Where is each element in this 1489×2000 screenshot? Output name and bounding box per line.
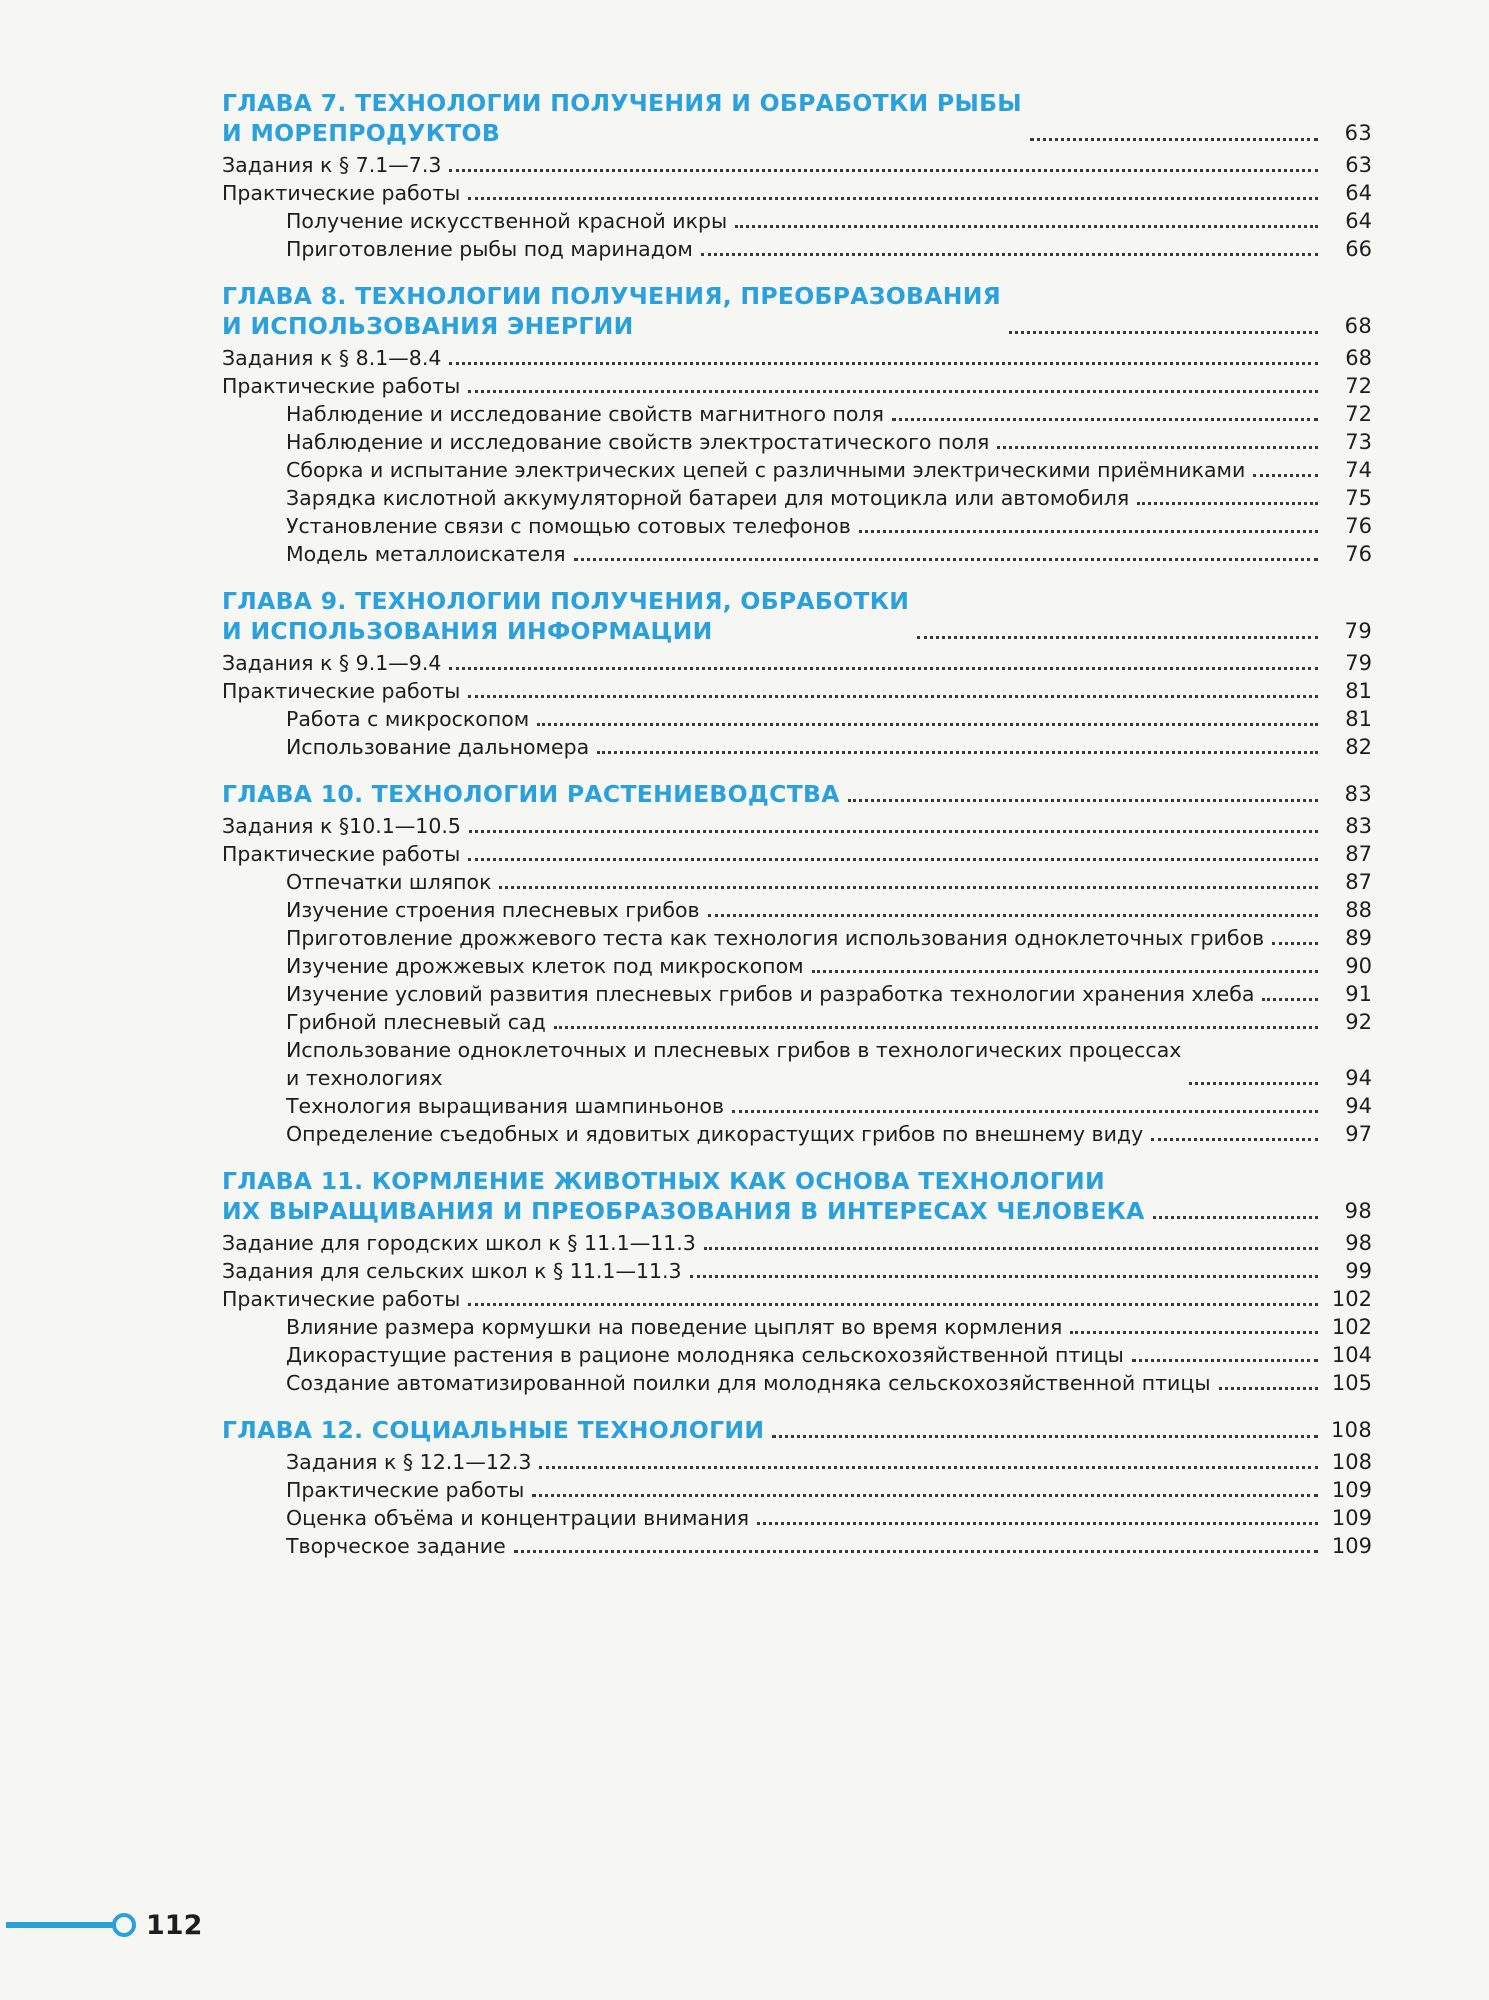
toc-entry-label: Получение искусственной красной икры [286, 209, 728, 233]
toc-entry-page-number: 102 [1331, 1315, 1372, 1339]
chapter-page-number: 63 [1344, 121, 1372, 145]
toc-entry-label: Практические работы [222, 679, 461, 703]
toc-entry [222, 372, 1372, 400]
dot-leader [1132, 1359, 1318, 1362]
toc-entry [222, 1448, 1372, 1476]
toc-entry [222, 512, 1372, 540]
toc-entry [222, 1008, 1372, 1036]
chapter-section [222, 88, 1372, 263]
toc-entry [222, 179, 1372, 207]
chapter-heading [222, 779, 1372, 809]
page-number: 112 [146, 1909, 203, 1941]
toc-entry [222, 1285, 1372, 1313]
toc-entry-label: Задания к § 8.1—8.4 [222, 346, 442, 370]
toc-entry-label: Изучение строения плесневых грибов [286, 898, 700, 922]
toc-entry-page-number: 66 [1345, 237, 1372, 261]
toc-entry-page-number: 81 [1345, 679, 1372, 703]
dot-leader [468, 695, 1318, 698]
chapter-page-number: 79 [1344, 619, 1372, 643]
dot-leader [514, 1550, 1318, 1553]
chapter-heading [222, 1415, 1372, 1445]
chapter-page-number: 68 [1344, 314, 1372, 338]
toc-entry-page-number: 109 [1331, 1534, 1372, 1558]
dot-leader [1189, 1082, 1318, 1085]
toc-entry-label: Определение съедобных и ядовитых дикорастущих грибов по внешнему виду [286, 1122, 1144, 1146]
toc-entry-label: Грибной плесневый сад [286, 1010, 546, 1034]
chapter-title-line: ГЛАВА 11. КОРМЛЕНИЕ ЖИВОТНЫХ КАК ОСНОВА ТЕХНОЛОГИИ [222, 1167, 1105, 1195]
chapter-title-line: ИХ ВЫРАЩИВАНИЯ И ПРЕОБРАЗОВАНИЯ В ИНТЕРЕСАХ ЧЕЛОВЕКА [222, 1197, 1145, 1225]
dot-leader [1030, 138, 1318, 141]
table-of-contents [222, 88, 1372, 1578]
toc-entry-label: Практические работы [222, 181, 461, 205]
toc-entry [222, 1036, 1372, 1092]
toc-entry-label: Работа с микроскопом [286, 707, 530, 731]
toc-entry-label: Наблюдение и исследование свойств магнитного поля [286, 402, 884, 426]
toc-entry-label: Задания к § 7.1—7.3 [222, 153, 442, 177]
toc-entry [222, 1120, 1372, 1148]
toc-entry-page-number: 82 [1345, 735, 1372, 759]
toc-entry-label: Использование дальномера [286, 735, 590, 759]
dot-leader [1009, 331, 1318, 334]
toc-entry-label: Использование одноклеточных и плесневых грибов в технологических процессах [286, 1038, 1182, 1062]
chapter-heading [222, 1166, 1372, 1226]
toc-entry-page-number: 94 [1345, 1094, 1372, 1118]
dot-leader [449, 169, 1318, 172]
toc-entry [222, 649, 1372, 677]
footer-circle-icon [112, 1913, 136, 1937]
toc-entry-page-number: 89 [1345, 926, 1372, 950]
toc-entry-page-number: 63 [1345, 153, 1372, 177]
dot-leader [704, 1247, 1318, 1250]
toc-entry-page-number: 105 [1331, 1371, 1372, 1395]
dot-leader [917, 636, 1318, 639]
dot-leader [537, 723, 1318, 726]
dot-leader [554, 1026, 1318, 1029]
toc-entry-page-number: 87 [1345, 870, 1372, 894]
dot-leader [701, 253, 1318, 256]
toc-entry-label: Практические работы [222, 842, 461, 866]
toc-entry-label: Влияние размера кормушки на поведение цыплят во время кормления [286, 1315, 1063, 1339]
toc-entry-page-number: 109 [1331, 1478, 1372, 1502]
dot-leader [1219, 1387, 1318, 1390]
dot-leader [469, 830, 1318, 833]
chapter-page-number: 108 [1331, 1418, 1372, 1442]
dot-leader [757, 1522, 1318, 1525]
chapter-page-number: 83 [1344, 782, 1372, 806]
toc-entry [222, 484, 1372, 512]
dot-leader [892, 418, 1318, 421]
dot-leader [1070, 1331, 1318, 1334]
toc-entry-page-number: 88 [1345, 898, 1372, 922]
toc-entry-page-number: 94 [1345, 1066, 1372, 1090]
chapter-title-line: ГЛАВА 12. СОЦИАЛЬНЫЕ ТЕХНОЛОГИИ [222, 1416, 765, 1444]
dot-leader [1137, 502, 1318, 505]
dot-leader [532, 1494, 1318, 1497]
dot-leader [1262, 998, 1318, 1001]
chapter-heading [222, 586, 1372, 646]
toc-entry-label: Изучение условий развития плесневых грибов и разработка технологии хранения хлеба [286, 982, 1255, 1006]
chapter-title-line: ГЛАВА 10. ТЕХНОЛОГИИ РАСТЕНИЕВОДСТВА [222, 780, 840, 808]
chapter-title-line: ГЛАВА 8. ТЕХНОЛОГИИ ПОЛУЧЕНИЯ, ПРЕОБРАЗОВАНИЯ [222, 282, 1002, 310]
toc-entry-page-number: 90 [1345, 954, 1372, 978]
toc-entry-label: Установление связи с помощью сотовых телефонов [286, 514, 851, 538]
toc-entry [222, 980, 1372, 1008]
toc-entry-label: Дикорастущие растения в рационе молодняка сельскохозяйственной птицы [286, 1343, 1124, 1367]
chapter-heading [222, 88, 1372, 148]
dot-leader [468, 858, 1318, 861]
toc-entry-page-number: 83 [1345, 814, 1372, 838]
toc-entry-label: Задания к § 9.1—9.4 [222, 651, 442, 675]
toc-entry [222, 400, 1372, 428]
chapter-title-line: И МОРЕПРОДУКТОВ [222, 119, 501, 147]
toc-entry-label: Отпечатки шляпок [286, 870, 492, 894]
toc-entry-label: Зарядка кислотной аккумуляторной батареи для мотоцикла или автомобиля [286, 486, 1130, 510]
toc-entry-page-number: 75 [1345, 486, 1372, 510]
toc-entry-label: Приготовление дрожжевого теста как технология использования одноклеточных грибов [286, 926, 1265, 950]
toc-entry-label: Сборка и испытание электрических цепей с различными электрическими приёмниками [286, 458, 1246, 482]
toc-entry-page-number: 76 [1345, 514, 1372, 538]
dot-leader [449, 362, 1318, 365]
toc-entry [222, 733, 1372, 761]
toc-entry [222, 1532, 1372, 1560]
toc-entry-label: Задание для городских школ к § 11.1—11.3 [222, 1231, 696, 1255]
toc-entry-page-number: 81 [1345, 707, 1372, 731]
chapter-title-line: И ИСПОЛЬЗОВАНИЯ ИНФОРМАЦИИ [222, 617, 713, 645]
toc-entry-page-number: 102 [1331, 1287, 1372, 1311]
toc-entry [222, 207, 1372, 235]
toc-entry [222, 812, 1372, 840]
toc-entry-label: Задания к § 12.1—12.3 [286, 1450, 532, 1474]
toc-entry [222, 235, 1372, 263]
toc-entry [222, 1229, 1372, 1257]
chapter-section [222, 779, 1372, 1148]
toc-entry-page-number: 98 [1345, 1231, 1372, 1255]
toc-entry-page-number: 64 [1345, 209, 1372, 233]
toc-entry [222, 1369, 1372, 1397]
toc-entry [222, 1341, 1372, 1369]
toc-entry [222, 1476, 1372, 1504]
toc-entry-label: Изучение дрожжевых клеток под микроскопом [286, 954, 804, 978]
toc-entry-label: Задания к §10.1—10.5 [222, 814, 461, 838]
dot-leader [1151, 1138, 1318, 1141]
chapter-section [222, 1166, 1372, 1397]
toc-entry-page-number: 73 [1345, 430, 1372, 454]
toc-entry-label: Практические работы [286, 1478, 525, 1502]
chapter-section [222, 1415, 1372, 1560]
dot-leader [1253, 474, 1318, 477]
chapter-section [222, 586, 1372, 761]
dot-leader [772, 1435, 1318, 1438]
chapter-heading [222, 281, 1372, 341]
toc-entry-page-number: 72 [1345, 374, 1372, 398]
footer-bar-decoration [6, 1922, 114, 1928]
dot-leader [597, 751, 1318, 754]
toc-entry [222, 1257, 1372, 1285]
toc-entry-label: Задания для сельских школ к § 11.1—11.3 [222, 1259, 682, 1283]
toc-entry [222, 540, 1372, 568]
dot-leader [449, 667, 1318, 670]
toc-entry-label: Модель металлоискателя [286, 542, 566, 566]
toc-entry-label: Оценка объёма и концентрации внимания [286, 1506, 750, 1530]
toc-entry-page-number: 72 [1345, 402, 1372, 426]
toc-entry [222, 1092, 1372, 1120]
dot-leader [848, 799, 1318, 802]
toc-entry [222, 1313, 1372, 1341]
toc-entry [222, 705, 1372, 733]
chapter-page-number: 98 [1344, 1199, 1372, 1223]
dot-leader [499, 886, 1318, 889]
toc-entry [222, 924, 1372, 952]
toc-entry-page-number: 64 [1345, 181, 1372, 205]
toc-entry-label: Практические работы [222, 1287, 461, 1311]
toc-entry-page-number: 68 [1345, 346, 1372, 370]
dot-leader [1153, 1216, 1318, 1219]
dot-leader [735, 225, 1318, 228]
toc-entry-page-number: 99 [1345, 1259, 1372, 1283]
toc-entry [222, 896, 1372, 924]
toc-entry-page-number: 76 [1345, 542, 1372, 566]
toc-entry-page-number: 87 [1345, 842, 1372, 866]
dot-leader [708, 914, 1318, 917]
toc-entry [222, 952, 1372, 980]
toc-entry-label: Технология выращивания шампиньонов [286, 1094, 725, 1118]
toc-entry-label: Практические работы [222, 374, 461, 398]
toc-entry [222, 868, 1372, 896]
toc-entry-label: Создание автоматизированной поилки для молодняка сельскохозяйственной птицы [286, 1371, 1211, 1395]
dot-leader [997, 446, 1318, 449]
toc-entry-label: Творческое задание [286, 1534, 506, 1558]
dot-leader [468, 197, 1318, 200]
toc-entry [222, 428, 1372, 456]
toc-entry-page-number: 97 [1345, 1122, 1372, 1146]
chapter-section [222, 281, 1372, 568]
dot-leader [539, 1466, 1318, 1469]
dot-leader [690, 1275, 1318, 1278]
toc-entry [222, 344, 1372, 372]
toc-entry [222, 1504, 1372, 1532]
toc-entry-label: Приготовление рыбы под маринадом [286, 237, 693, 261]
chapter-title-line: ГЛАВА 9. ТЕХНОЛОГИИ ПОЛУЧЕНИЯ, ОБРАБОТКИ [222, 587, 910, 615]
toc-entry-page-number: 74 [1345, 458, 1372, 482]
dot-leader [468, 390, 1318, 393]
chapter-title-line: И ИСПОЛЬЗОВАНИЯ ЭНЕРГИИ [222, 312, 634, 340]
toc-entry-page-number: 91 [1345, 982, 1372, 1006]
toc-entry [222, 151, 1372, 179]
dot-leader [574, 558, 1318, 561]
chapter-title-line: ГЛАВА 7. ТЕХНОЛОГИИ ПОЛУЧЕНИЯ И ОБРАБОТКИ РЫБЫ [222, 89, 1022, 117]
toc-entry-page-number: 92 [1345, 1010, 1372, 1034]
dot-leader [732, 1110, 1318, 1113]
toc-entry-page-number: 79 [1345, 651, 1372, 675]
toc-entry-page-number: 104 [1331, 1343, 1372, 1367]
toc-entry-page-number: 108 [1331, 1450, 1372, 1474]
dot-leader [1272, 942, 1318, 945]
toc-entry-label: и технологиях [286, 1066, 443, 1090]
toc-entry [222, 677, 1372, 705]
toc-entry-page-number: 109 [1331, 1506, 1372, 1530]
page-footer [0, 1905, 300, 1945]
toc-entry-label: Наблюдение и исследование свойств электростатического поля [286, 430, 990, 454]
dot-leader [812, 970, 1318, 973]
dot-leader [468, 1303, 1318, 1306]
toc-entry [222, 456, 1372, 484]
dot-leader [859, 530, 1318, 533]
toc-entry [222, 840, 1372, 868]
